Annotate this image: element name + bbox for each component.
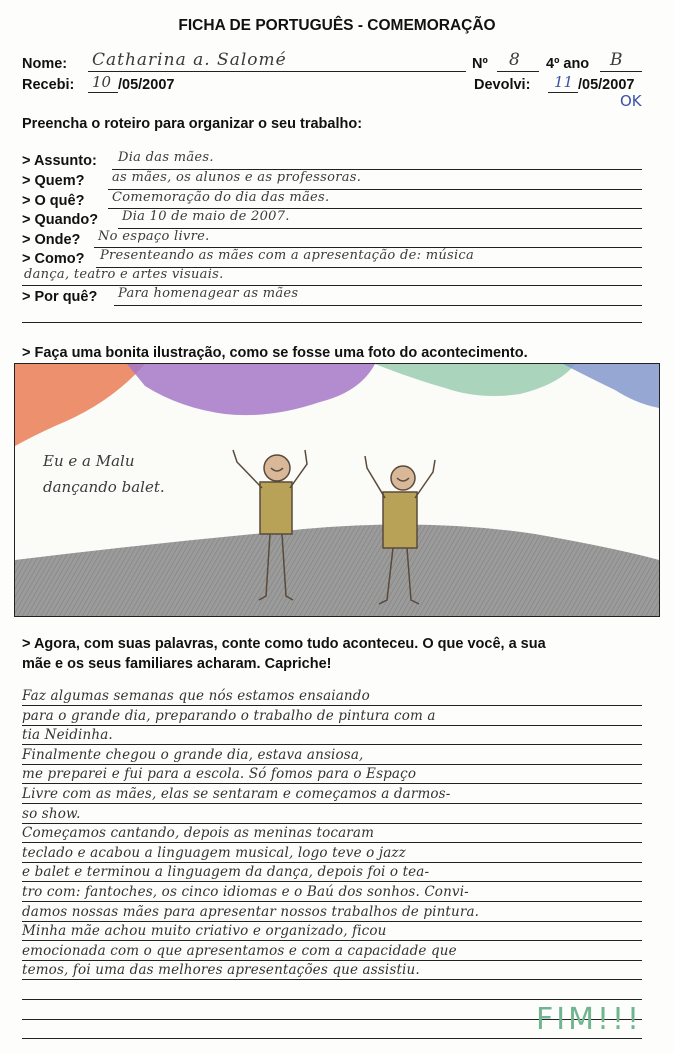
devolvi-label: Devolvi:: [474, 77, 531, 93]
worksheet-title: FICHA DE PORTUGUÊS - COMEMORAÇÃO: [178, 17, 496, 34]
story-line: Começamos cantando, depois as meninas tocaram: [22, 825, 375, 842]
orange-curtain: [15, 364, 145, 446]
story-line: temos, foi uma das melhores apresentações que assistiu.: [22, 962, 420, 979]
quem-label: > Quem?: [22, 173, 85, 189]
story-rule: [22, 921, 642, 922]
turma-field: [600, 50, 642, 72]
story-rule: [22, 725, 642, 726]
story-rule: [22, 999, 642, 1000]
quem-answer: as mães, os alunos e as professoras.: [112, 170, 362, 185]
purple-curtain: [127, 364, 375, 415]
recebi-day-field: [88, 71, 118, 93]
recebi-label: Recebi:: [22, 77, 75, 93]
devolvi-day-field: [548, 71, 578, 93]
numero-field: [497, 50, 539, 72]
ground: [15, 524, 659, 616]
story-rule: [22, 1038, 642, 1039]
story-rule: [22, 842, 642, 843]
story-line: me preparei e fui para a escola. Só fomos para o Espaço: [22, 766, 417, 783]
answer-line: [114, 305, 642, 306]
answer-line: [22, 322, 642, 323]
nome-label: Nome:: [22, 56, 68, 72]
illustration-instruction: > Faça uma bonita ilustração, como se fosse uma foto do acontecimento.: [22, 345, 528, 361]
nome-value: Catharina a. Salomé: [92, 50, 287, 70]
story-rule: [22, 940, 642, 941]
ano-label: 4º ano: [546, 56, 590, 72]
story-rule: [22, 744, 642, 745]
oque-label: > O quê?: [22, 193, 85, 209]
story-rule: [22, 764, 642, 765]
recebi-day: 10: [92, 73, 112, 91]
onde-answer: No espaço livre.: [98, 229, 210, 244]
story-line: Finalmente chegou o grande dia, estava ansiosa,: [22, 746, 364, 763]
quando-label: > Quando?: [22, 212, 99, 228]
turma-value: B: [610, 50, 623, 70]
story-line: damos nossas mães para apresentar nossos trabalhos de pintura.: [22, 903, 480, 920]
story-line: e balet e terminou a linguagem da dança, depois foi o tea-: [22, 864, 430, 881]
story-line: teclado e acabou a linguagem musical, logo teve o jazz: [22, 844, 406, 861]
caption-line-2: dançando balet.: [43, 478, 165, 496]
story-rule: [22, 823, 642, 824]
story-rule: [22, 901, 642, 902]
story-instruction-2: mãe e os seus familiares acharam. Capriche!: [22, 656, 332, 672]
story-line: Faz algumas semanas que nós estamos ensaiando: [22, 688, 370, 704]
nome-field: [88, 50, 466, 72]
story-line: Minha mãe achou muito criativo e organizado, ficou: [22, 923, 387, 940]
devolvi-day: 11: [554, 73, 574, 91]
porque-answer: Para homenagear as mães: [118, 286, 299, 301]
story-instruction-1: > Agora, com suas palavras, conte como tudo aconteceu. O que você, a sua: [22, 636, 546, 652]
story-rule: [22, 803, 642, 804]
story-rule: [22, 960, 642, 961]
ok-mark: OK: [620, 92, 642, 110]
recebi-date: /05/2007: [118, 77, 175, 93]
devolvi-date: /05/2007: [578, 77, 635, 93]
como-label: > Como?: [22, 251, 85, 267]
story-rule: [22, 862, 642, 863]
assunto-answer: Dia das mães.: [118, 150, 214, 165]
numero-value: 8: [509, 50, 520, 70]
assunto-label: > Assunto:: [22, 153, 97, 169]
oque-answer: Comemoração do dia das mães.: [112, 190, 330, 205]
story-rule: [22, 783, 642, 784]
illustration-frame: [14, 363, 660, 617]
porque-label: > Por quê?: [22, 289, 98, 305]
story-rule: [22, 705, 642, 706]
story-line: emocionada com o que apresentamos e com a capacidade que: [22, 942, 457, 959]
story-line: tro com: fantoches, os cinco idiomas e o Baú dos sonhos. Convi-: [22, 884, 469, 900]
story-rule: [22, 881, 642, 882]
story-rule: [22, 979, 642, 980]
como-answer-cont: dança, teatro e artes visuais.: [24, 267, 224, 282]
green-curtain: [375, 364, 575, 396]
story-line: Livre com as mães, elas se sentaram e começamos a darmos-: [22, 786, 451, 802]
blue-curtain: [563, 364, 659, 408]
caption-line-1: Eu e a Malu: [43, 452, 135, 470]
como-answer: Presenteando as mães com a apresentação de: música: [100, 248, 475, 263]
roteiro-instruction: Preencha o roteiro para organizar o seu trabalho:: [22, 116, 363, 132]
answer-line: [22, 285, 642, 286]
fim-mark: FIM!!!: [536, 1002, 643, 1037]
quando-answer: Dia 10 de maio de 2007.: [122, 209, 290, 224]
story-line: para o grande dia, preparando o trabalho de pintura com a: [22, 707, 436, 724]
story-line: so show.: [22, 805, 81, 822]
story-line: tia Neidinha.: [22, 727, 113, 744]
numero-label: Nº: [472, 56, 488, 72]
onde-label: > Onde?: [22, 232, 81, 248]
